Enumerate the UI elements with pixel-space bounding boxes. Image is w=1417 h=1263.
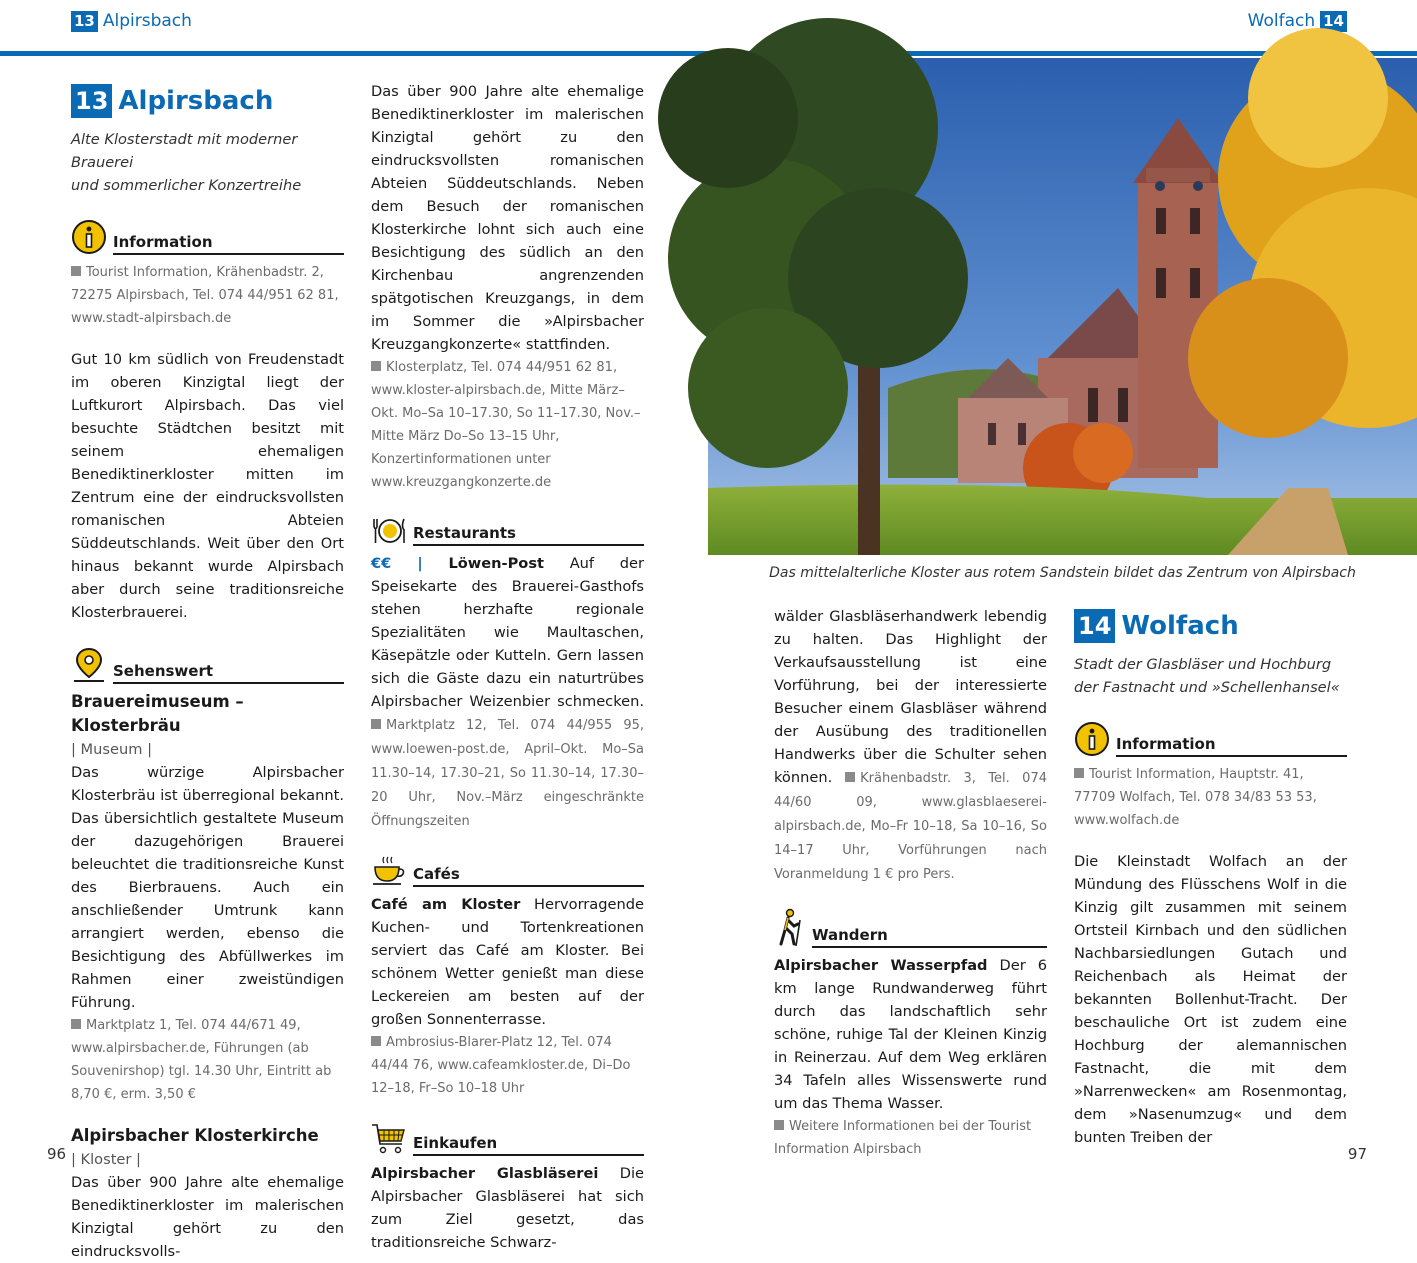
- info-heading: Information: [71, 219, 344, 255]
- shop-entry-part: Alpirsbacher Glasbläserei Die Alpirsbacher Glasbläserei hat sich zum Ziel gesetzt, das traditionsreiche Schwarz-: [371, 1165, 644, 1251]
- section-title-wolfach: [1074, 609, 1347, 643]
- header-right-title: Wolfach: [1247, 11, 1316, 31]
- cafe-entry: Café am Kloster Hervorragende Kuchen- und Tortenkreationen serviert das Café am Kloster. Bei schönem Wetter genießt man diese Leckereien am besten auf der großen Sonnenterrasse.: [371, 896, 644, 1028]
- poi-type-church: | Kloster |: [71, 1151, 141, 1168]
- sights-heading: Sehenswert: [71, 646, 344, 684]
- section-number: 14: [1074, 609, 1115, 643]
- hiker-icon: [774, 908, 806, 948]
- location-pin-icon: [71, 646, 107, 684]
- intro-text: Die Kleinstadt Wolfach an der Mündung des Flüsschens Wolf in die Kinzig gilt zusammen mit seinem Ortsteil Kirnbach und den südlichen Nachbarsiedlungen Gutach und Reichenbach als Heimat der bekannten Bollenhut-Tracht. Der beschauliche Ort ist zudem eine Hochburg der alemannischen Fastnacht, die mit dem »Narrenwecken« am Rosenmontag, dem »Nasenumzug« und dem bunten Treiben der: [1074, 853, 1347, 1146]
- page-number-right: 97: [1347, 1145, 1367, 1163]
- column-1: [71, 80, 344, 1263]
- plate-cutlery-icon: [371, 516, 407, 546]
- church-meta: Klosterplatz, Tel. 074 44/951 62 81, www.kloster-alpirsbach.de, Mitte März–Okt. Mo–Sa 10–17.30, So 11–17.30, Nov.–Mitte März Do–So 13–15 Uhr, Konzertinformationen unter www.kreuzgangkonzerte.de: [371, 360, 641, 490]
- header-right-number: 14: [1320, 11, 1347, 32]
- column-2: [371, 80, 644, 1254]
- section-name: Wolfach: [1121, 611, 1239, 641]
- photo-caption: Das mittelalterliche Kloster aus rotem Sandstein bildet das Zentrum von Alpirsbach: [769, 565, 1356, 581]
- section-name: Alpirsbach: [118, 86, 274, 116]
- running-header: [0, 0, 1417, 58]
- coffee-cup-icon: [371, 855, 407, 887]
- info-icon: [1074, 721, 1110, 757]
- section-subtitle: Stadt der Glasbläser und Hochburg der Fastnacht und »Schellenhansel«: [1074, 656, 1340, 696]
- cafes-heading: Cafés: [371, 855, 644, 887]
- shop-text-continued: wälder Glasbläserhandwerk lebendig zu halten. Das Highlight der Verkaufsausstellung ist eine Vorführung, bei der interessierte Besucher einem Glasbläser während der Ausübung des traditionellen Handwerks über die Schulter sehen können. Krähenbadstr. 3, Tel. 074 44/60 09, www.glasblaeserei-alpirsbach.de, Mo–Fr 10–18, Sa 10–16, So 14–17 Uhr, Vorführungen nach Voranmeldung 1 € pro Pers.: [774, 608, 1047, 882]
- column-4: [1074, 605, 1347, 1149]
- hike-meta: Weitere Informationen bei der Tourist Information Alpirsbach: [774, 1119, 1032, 1157]
- museum-meta: Marktplatz 1, Tel. 074 44/671 49, www.alpirsbacher.de, Führungen (ab Souvenirshop) tgl. 14.30 Uhr, Eintritt ab 8,70 €, erm. 3,50 €: [71, 1018, 332, 1102]
- hike-entry: Alpirsbacher Wasserpfad Der 6 km lange Rundwanderweg führt durch das landschaftlich sehr schöne, ruhige Tal der Kleinen Kinzig in Reinerzau. Auf dem Weg erklären 34 Tafeln alles Wissenswerte rund um das Thema Wasser.: [774, 957, 1048, 1112]
- church-text: Das über 900 Jahre alte ehemalige Benediktinerkloster im malerischen Kinzigtal gehört zu den eindrucksvollsten romanischen Abteien Süddeutschlands. Neben dem Besuch der romanischen Klosterkirche lohnt sich auch eine Besichtigung des südlich an den Kirchenbau angrenzenden spätgotischen Kreuzgangs, in dem im Sommer die »Alpirsbacher Kreuzgangkonzerte« stattfinden.: [371, 83, 644, 353]
- poi-title-church: Alpirsbacher Klosterkirche: [71, 1126, 319, 1145]
- page-number-left: 96: [47, 1145, 67, 1163]
- section-title-alpirsbach: [71, 84, 344, 118]
- header-left-title: Alpirsbach: [102, 11, 192, 31]
- poi-type-museum: | Museum |: [71, 741, 152, 758]
- header-right: [1248, 10, 1347, 32]
- column-3: [774, 605, 1047, 1161]
- shopping-cart-icon: [371, 1122, 407, 1156]
- info-heading: Information: [1074, 721, 1347, 757]
- section-number: 13: [71, 84, 112, 118]
- cafe-meta: Ambrosius-Blarer-Platz 12, Tel. 074 44/44 76, www.cafeamkloster.de, Di–Do 12–18, Fr–So 10–18 Uhr: [371, 1035, 631, 1096]
- info-text: Tourist Information, Hauptstr. 41, 77709 Wolfach, Tel. 078 34/83 53 53, www.wolfach.de: [1074, 767, 1317, 828]
- info-text: Tourist Information, Krähenbadstr. 2, 72275 Alpirsbach, Tel. 074 44/951 62 81, www.stadt-alpirsbach.de: [71, 265, 339, 326]
- restaurant-entry: €€ | Löwen-Post Auf der Speisekarte des Brauerei-Gasthofs stehen herzhafte regionale Spezialitäten wie Maultaschen, Käsepätzle oder Kutteln. Gern lassen sich die Gäste dazu ein naturtrübes Alpirsbacher Weizenbier schmecken. Marktplatz 12, Tel. 074 44/955 95, www.loewen-post.de, April–Okt. Mo–Sa 11.30–14, 17.30–21, So 11.30–14, 17.30–20 Uhr, Nov.–März eingeschränkte Öffnungszeiten: [371, 555, 644, 829]
- shopping-heading: Einkaufen: [371, 1122, 644, 1156]
- header-left-number: 13: [71, 11, 98, 32]
- museum-text: Das würzige Alpirsbacher Klosterbräu ist überregional bekannt. Das übersichtlich gestaltete Museum der dazugehörigen Brauerei beleuchtet die traditionsreiche Kunst des Bierbrauens. Auch ein anschließender Umtrunk kann arrangiert werden, ebenso die Besichtigung des Abfüllwerkes im Rahmen einer zweistündigen Führung.: [71, 764, 344, 1011]
- restaurants-heading: Restaurants: [371, 516, 644, 546]
- info-icon: [71, 219, 107, 255]
- header-left: [71, 10, 192, 32]
- poi-title-museum: Brauereimuseum – Klosterbräu: [71, 692, 244, 735]
- hiking-heading: Wandern: [774, 908, 1047, 948]
- monastery-photo: [708, 58, 1417, 555]
- photo-illustration: [708, 58, 1417, 555]
- intro-text: Gut 10 km südlich von Freudenstadt im oberen Kinzigtal liegt der Luftkurort Alpirsbach. Das viel besuchte Städtchen besitzt mit seinem ehemaligen Benediktinerkloster mitten im Zentrum eine der eindrucksvollsten romanischen Abteien Süddeutschlands. Weit über den Ort hinaus bekannt wurde Alpirsbach aber durch seine traditionsreiche Klosterbrauerei.: [71, 351, 344, 621]
- church-text-part: Das über 900 Jahre alte ehemalige Benediktinerkloster im malerischen Kinzigtal gehört zu den eindrucksvolls-: [71, 1174, 344, 1260]
- section-subtitle: Alte Klosterstadt mit moderner Brauerei und sommerlicher Konzertreihe: [71, 131, 302, 194]
